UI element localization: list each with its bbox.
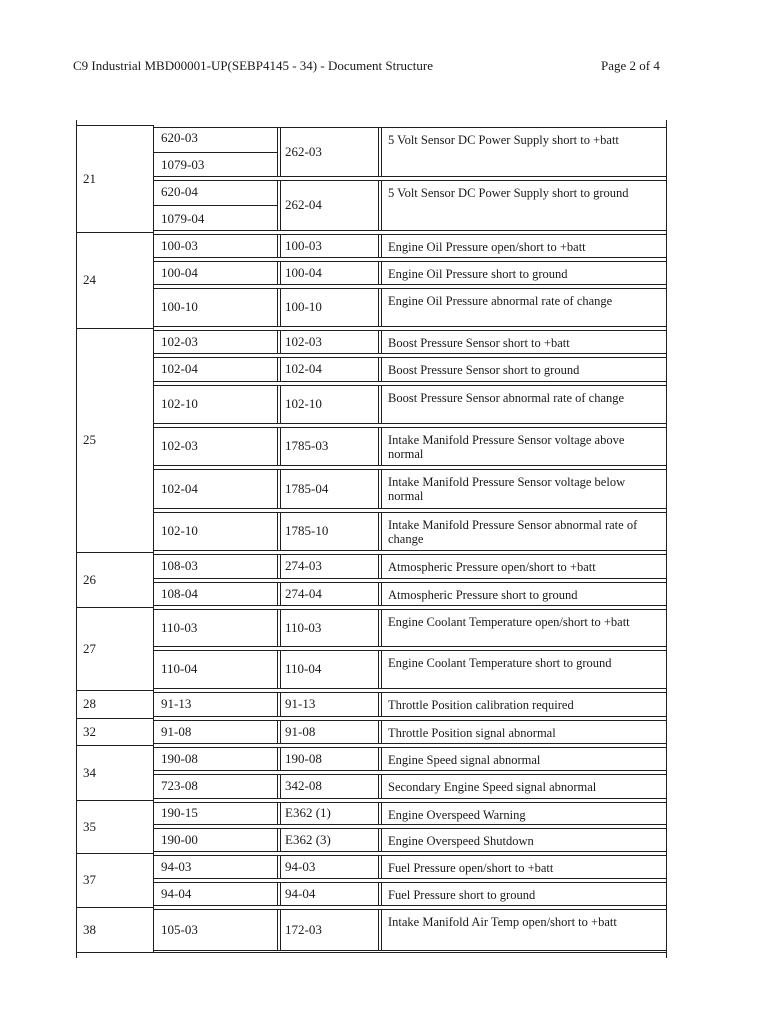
fault-description: Engine Coolant Temperature short to ground (388, 656, 612, 670)
table-rule (277, 512, 278, 550)
group-code: 27 (83, 640, 96, 656)
table-rule (76, 907, 154, 908)
table-rule (153, 853, 154, 907)
table-rule (277, 288, 278, 326)
table-rule (280, 261, 281, 284)
table-rule (153, 582, 667, 583)
source-code: 91-08 (161, 724, 192, 739)
table-rule (153, 605, 667, 606)
fault-code: 1785-10 (285, 523, 329, 538)
fault-description: Intake Manifold Air Temp open/short to +batt (388, 915, 617, 929)
fault-code: E362 (3) (285, 832, 331, 847)
table-rule (378, 469, 379, 508)
table-rule (153, 469, 667, 470)
table-rule (280, 427, 281, 465)
fault-code: 1785-04 (285, 481, 329, 496)
fault-code: 190-08 (285, 751, 322, 766)
fault-code: 110-04 (285, 661, 322, 676)
table-rule (381, 127, 382, 176)
table-rule (153, 257, 667, 258)
table-rule (381, 855, 382, 878)
table-rule (381, 427, 382, 465)
table-rule (76, 952, 667, 953)
source-code: 1079-04 (161, 211, 205, 226)
source-code: 620-04 (161, 184, 198, 199)
table-rule (378, 692, 379, 716)
fault-description: Engine Speed signal abnormal (388, 753, 541, 767)
table-rule (378, 855, 379, 878)
fault-description: Engine Coolant Temperature open/short to +batt (388, 615, 630, 629)
fault-code: 262-03 (285, 144, 322, 159)
table-rule (280, 747, 281, 770)
fault-description: Boost Pressure Sensor abnormal rate of change (388, 391, 625, 405)
table-rule (378, 427, 379, 465)
fault-description: Throttle Position signal abnormal (388, 726, 556, 740)
group-code: 37 (83, 872, 96, 887)
table-rule (381, 882, 382, 905)
table-rule (76, 853, 154, 854)
table-rule (153, 381, 667, 382)
table-rule (280, 692, 281, 716)
group-code: 34 (83, 764, 96, 780)
table-rule (277, 828, 278, 851)
fault-code: 102-10 (285, 396, 322, 411)
table-rule (280, 385, 281, 423)
table-rule (277, 261, 278, 284)
fault-code: 172-03 (285, 922, 322, 937)
table-rule (153, 774, 667, 775)
table-rule (153, 747, 667, 748)
table-rule (378, 385, 379, 423)
group-code: 24 (83, 272, 96, 287)
table-rule (76, 718, 154, 719)
fault-code: 342-08 (285, 778, 322, 793)
source-code: 102-03 (161, 334, 198, 349)
table-rule (153, 423, 667, 424)
fault-description: Engine Overspeed Warning (388, 808, 526, 822)
source-code: 102-04 (161, 481, 198, 496)
table-rule (153, 230, 667, 231)
table-rule (277, 720, 278, 743)
table-rule (153, 512, 667, 513)
table-rule (153, 688, 667, 689)
table-rule (277, 609, 278, 646)
source-code: 105-03 (161, 922, 198, 937)
table-rule (153, 718, 154, 745)
table-rule (153, 261, 667, 262)
fault-description: Boost Pressure Sensor short to +batt (388, 336, 570, 350)
source-code: 94-04 (161, 886, 192, 901)
source-code: 723-08 (161, 778, 198, 793)
fault-code: 94-04 (285, 886, 316, 901)
group-code: 35 (83, 818, 96, 834)
table-rule (381, 802, 382, 824)
fault-description: Intake Manifold Pressure Sensor abnormal rate of change (388, 518, 638, 546)
table-rule (76, 125, 154, 126)
fault-code: 110-03 (285, 620, 322, 635)
table-rule (277, 774, 278, 798)
table-rule (277, 855, 278, 878)
fault-code: 274-04 (285, 586, 322, 601)
table-rule (277, 330, 278, 353)
table-rule (153, 745, 154, 800)
table-rule (381, 234, 382, 257)
source-code: 108-03 (161, 558, 198, 573)
source-code: 110-03 (161, 620, 198, 635)
group-code: 21 (83, 170, 96, 186)
table-rule (153, 180, 667, 181)
fault-description: Fuel Pressure open/short to +batt (388, 861, 554, 875)
table-rule (153, 288, 667, 289)
table-rule (153, 234, 667, 235)
table-rule (280, 882, 281, 905)
table-rule (381, 909, 382, 950)
table-rule (277, 747, 278, 770)
fault-code: 100-03 (285, 238, 322, 253)
table-rule (153, 800, 154, 853)
table-rule (76, 120, 77, 958)
table-rule (280, 609, 281, 646)
table-rule (378, 127, 379, 176)
table-rule (153, 909, 667, 910)
table-rule (280, 554, 281, 578)
table-rule (280, 650, 281, 688)
fault-code: 91-13 (285, 696, 316, 711)
table-rule (280, 288, 281, 326)
table-rule (277, 554, 278, 578)
group-code: 28 (83, 696, 96, 711)
table-rule (277, 234, 278, 257)
table-rule (378, 554, 379, 578)
table-rule (277, 582, 278, 605)
table-rule (277, 692, 278, 716)
table-rule (153, 609, 667, 610)
table-rule (277, 882, 278, 905)
table-rule (381, 261, 382, 284)
fault-description: Engine Overspeed Shutdown (388, 834, 534, 848)
source-code: 91-13 (161, 696, 192, 711)
table-rule (153, 743, 667, 744)
table-rule (153, 554, 667, 555)
table-rule (381, 720, 382, 743)
table-rule (378, 357, 379, 381)
table-rule (153, 720, 667, 721)
table-rule (381, 180, 382, 230)
table-rule (280, 802, 281, 824)
table-rule (378, 747, 379, 770)
table-rule (378, 261, 379, 284)
source-code: 110-04 (161, 661, 198, 676)
table-rule (378, 828, 379, 851)
table-rule (153, 855, 667, 856)
table-rule (153, 427, 667, 428)
source-code: 100-10 (161, 299, 198, 314)
table-rule (381, 512, 382, 550)
table-rule (153, 770, 667, 771)
fault-code: 102-04 (285, 361, 322, 376)
table-rule (153, 176, 667, 177)
table-rule (381, 554, 382, 578)
fault-description: Atmospheric Pressure open/short to +batt (388, 560, 596, 574)
table-rule (280, 330, 281, 353)
source-code: 102-10 (161, 396, 198, 411)
fault-code: 1785-03 (285, 438, 329, 453)
page-number: Page 2 of 4 (601, 58, 660, 73)
table-rule (378, 650, 379, 688)
group-code: 25 (83, 432, 96, 447)
fault-code: 91-08 (285, 724, 316, 739)
table-rule (381, 357, 382, 381)
fault-description: Secondary Engine Speed signal abnormal (388, 780, 597, 794)
table-rule (153, 824, 667, 825)
table-rule (381, 385, 382, 423)
table-rule (153, 552, 154, 607)
table-rule (280, 512, 281, 550)
fault-description: Engine Oil Pressure abnormal rate of change (388, 294, 613, 308)
table-rule (280, 180, 281, 230)
table-rule (378, 802, 379, 824)
table-rule (277, 650, 278, 688)
table-rule (153, 284, 667, 285)
source-code: 102-04 (161, 361, 198, 376)
table-rule (277, 909, 278, 950)
table-rule (153, 882, 667, 883)
table-rule (153, 465, 667, 466)
fault-code: 262-04 (285, 197, 322, 212)
table-rule (153, 353, 667, 354)
table-rule (153, 205, 278, 206)
table-rule (381, 582, 382, 605)
fault-code: E362 (1) (285, 805, 331, 820)
table-rule (153, 330, 667, 331)
table-rule (153, 828, 667, 829)
table-rule (381, 330, 382, 353)
table-rule (280, 127, 281, 176)
table-rule (378, 882, 379, 905)
source-code: 100-03 (161, 238, 198, 253)
table-rule (76, 607, 154, 608)
source-code: 102-03 (161, 438, 198, 453)
source-code: 94-03 (161, 859, 192, 874)
table-rule (280, 909, 281, 950)
table-rule (280, 774, 281, 798)
source-code: 190-00 (161, 832, 198, 847)
fault-description: Intake Manifold Pressure Sensor voltage above normal (388, 433, 625, 461)
table-rule (381, 609, 382, 646)
fault-description: Atmospheric Pressure short to ground (388, 588, 578, 602)
table-rule (153, 232, 154, 328)
table-rule (381, 774, 382, 798)
source-code: 102-10 (161, 523, 198, 538)
source-code: 190-08 (161, 751, 198, 766)
table-rule (277, 385, 278, 423)
table-rule (277, 357, 278, 381)
table-rule (153, 578, 667, 579)
table-rule (381, 747, 382, 770)
table-rule (153, 508, 667, 509)
table-rule (76, 745, 154, 746)
table-rule (280, 828, 281, 851)
table-rule (153, 716, 667, 717)
table-rule (153, 802, 667, 803)
table-rule (153, 550, 667, 551)
source-code: 1079-03 (161, 157, 205, 172)
table-rule (153, 950, 667, 951)
source-code: 190-15 (161, 805, 198, 820)
table-rule (378, 774, 379, 798)
group-code: 32 (83, 723, 96, 739)
table-rule (76, 552, 154, 553)
fault-description: Throttle Position calibration required (388, 698, 574, 712)
table-rule (153, 851, 667, 852)
table-rule (153, 125, 154, 232)
table-rule (381, 692, 382, 716)
table-rule (277, 427, 278, 465)
table-rule (76, 690, 154, 691)
table-rule (153, 328, 154, 552)
group-code: 26 (83, 571, 96, 587)
table-rule (378, 909, 379, 950)
fault-description: Engine Oil Pressure open/short to +batt (388, 240, 586, 254)
table-rule (378, 330, 379, 353)
table-rule (280, 234, 281, 257)
table-rule (381, 469, 382, 508)
table-rule (280, 582, 281, 605)
table-rule (153, 607, 154, 690)
table-rule (277, 469, 278, 508)
fault-code: 274-03 (285, 558, 322, 573)
table-rule (153, 878, 667, 879)
group-code: 38 (83, 921, 96, 937)
table-rule (76, 800, 154, 801)
table-rule (378, 720, 379, 743)
table-rule (153, 357, 667, 358)
table-rule (76, 232, 154, 233)
table-rule (153, 385, 667, 386)
table-rule (378, 512, 379, 550)
table-rule (378, 609, 379, 646)
table-rule (153, 646, 667, 647)
fault-code: 100-04 (285, 265, 322, 280)
table-rule (666, 120, 667, 958)
table-rule (153, 692, 667, 693)
table-rule (76, 328, 154, 329)
table-rule (153, 907, 154, 952)
fault-description: Fuel Pressure short to ground (388, 888, 536, 902)
fault-description: Intake Manifold Pressure Sensor voltage below normal (388, 475, 626, 503)
fault-code: 100-10 (285, 299, 322, 314)
table-rule (153, 798, 667, 799)
table-rule (381, 650, 382, 688)
table-rule (378, 288, 379, 326)
document-title: C9 Industrial MBD00001-UP(SEBP4145 - 34) - Document Structure (73, 58, 434, 73)
table-rule (378, 582, 379, 605)
table-rule (280, 357, 281, 381)
table-rule (277, 802, 278, 824)
fault-description: Engine Oil Pressure short to ground (388, 267, 568, 281)
fault-code: 102-03 (285, 334, 322, 349)
fault-description: 5 Volt Sensor DC Power Supply short to +batt (388, 133, 619, 147)
table-rule (153, 905, 667, 906)
fault-description: Boost Pressure Sensor short to ground (388, 363, 580, 377)
table-rule (378, 180, 379, 230)
fault-description: 5 Volt Sensor DC Power Supply short to ground (388, 186, 629, 200)
table-rule (378, 234, 379, 257)
table-rule (153, 127, 667, 128)
table-rule (153, 650, 667, 651)
table-rule (381, 828, 382, 851)
table-rule (280, 469, 281, 508)
source-code: 108-04 (161, 586, 198, 601)
source-code: 620-03 (161, 130, 198, 145)
source-code: 100-04 (161, 265, 198, 280)
fault-code: 94-03 (285, 859, 316, 874)
table-rule (381, 288, 382, 326)
table-rule (280, 720, 281, 743)
table-rule (153, 326, 667, 327)
table-rule (153, 152, 278, 153)
table-rule (280, 855, 281, 878)
table-rule (153, 690, 154, 718)
